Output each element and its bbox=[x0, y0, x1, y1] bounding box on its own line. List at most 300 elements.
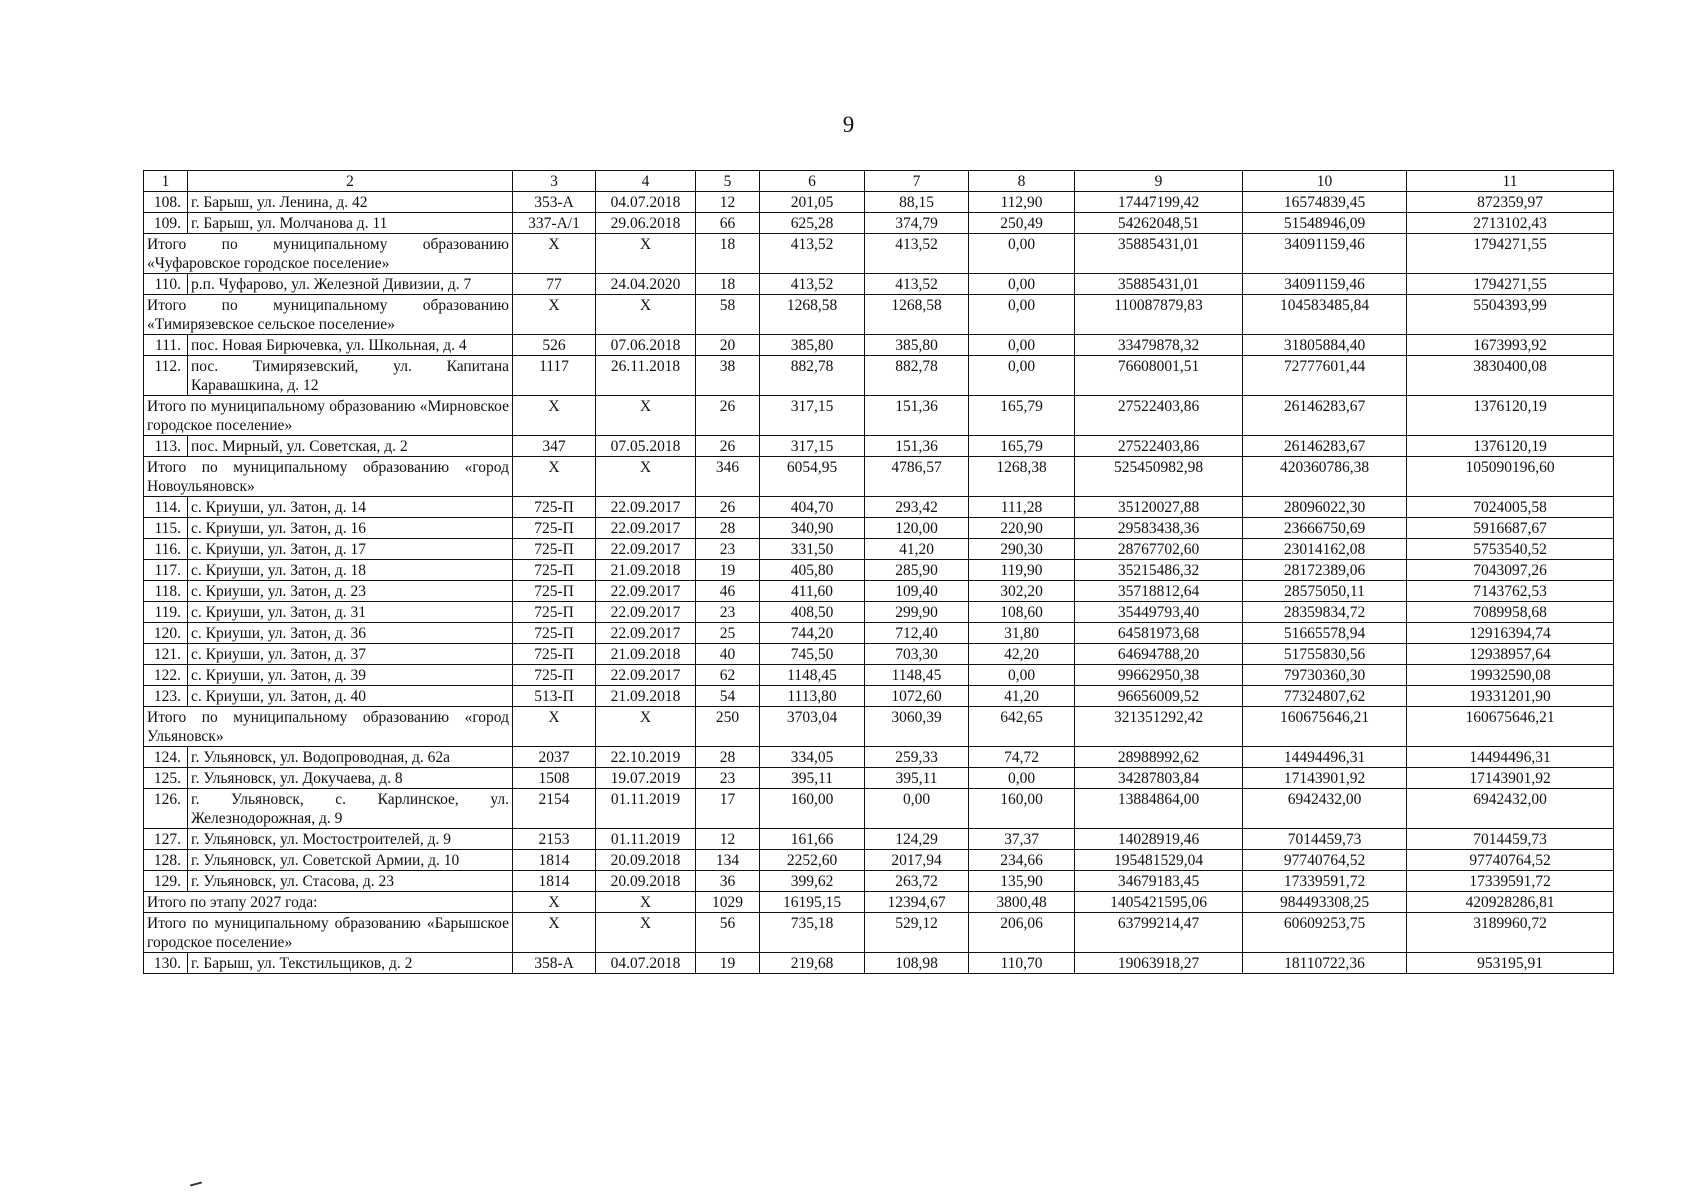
cell-col-7: 120,00 bbox=[865, 518, 969, 539]
row-address: г. Ульяновск, ул. Докучаева, д. 8 bbox=[188, 768, 513, 789]
cell-col-9: 34679183,45 bbox=[1075, 871, 1243, 892]
table-row bbox=[144, 644, 1614, 665]
page-number: 9 bbox=[842, 112, 855, 137]
cell-col-7: 413,52 bbox=[865, 234, 969, 274]
cell-col-7: 88,15 bbox=[865, 192, 969, 213]
table-row bbox=[144, 768, 1614, 789]
cell-col-9: 17447199,42 bbox=[1075, 192, 1243, 213]
row-number: 112. bbox=[144, 356, 188, 396]
cell-col-3: 353-А bbox=[513, 192, 596, 213]
cell-col-9: 35215486,32 bbox=[1075, 560, 1243, 581]
cell-col-10: 23014162,08 bbox=[1243, 539, 1407, 560]
row-address: г. Ульяновск, ул. Водопроводная, д. 62а bbox=[188, 747, 513, 768]
cell-col-10: 104583485,84 bbox=[1243, 295, 1407, 335]
column-header: 6 bbox=[760, 171, 865, 192]
cell-col-3: 526 bbox=[513, 335, 596, 356]
cell-col-9: 35449793,40 bbox=[1075, 602, 1243, 623]
cell-col-10: 28359834,72 bbox=[1243, 602, 1407, 623]
cell-col-5: 54 bbox=[696, 686, 760, 707]
cell-col-3: 2037 bbox=[513, 747, 596, 768]
cell-col-8: 41,20 bbox=[969, 686, 1075, 707]
header-row bbox=[144, 171, 1614, 192]
cell-col-4: 29.06.2018 bbox=[596, 213, 696, 234]
cell-col-4: Х bbox=[596, 396, 696, 436]
cell-col-11: 2713102,43 bbox=[1407, 213, 1614, 234]
cell-col-3: 725-П bbox=[513, 623, 596, 644]
cell-col-10: 420360786,38 bbox=[1243, 457, 1407, 497]
cell-col-3: 2153 bbox=[513, 829, 596, 850]
row-address: с. Криуши, ул. Затон, д. 37 bbox=[188, 644, 513, 665]
cell-col-4: 01.11.2019 bbox=[596, 829, 696, 850]
cell-col-9: 35885431,01 bbox=[1075, 234, 1243, 274]
cell-col-5: 56 bbox=[696, 913, 760, 953]
cell-col-4: 26.11.2018 bbox=[596, 356, 696, 396]
cell-col-4: 19.07.2019 bbox=[596, 768, 696, 789]
row-number: 113. bbox=[144, 436, 188, 457]
cell-col-9: 13884864,00 bbox=[1075, 789, 1243, 829]
cell-col-9: 321351292,42 bbox=[1075, 707, 1243, 747]
column-header: 1 bbox=[144, 171, 188, 192]
cell-col-6: 334,05 bbox=[760, 747, 865, 768]
cell-col-11: 1794271,55 bbox=[1407, 274, 1614, 295]
cell-col-9: 1405421595,06 bbox=[1075, 892, 1243, 913]
cell-col-8: 290,30 bbox=[969, 539, 1075, 560]
cell-col-7: 374,79 bbox=[865, 213, 969, 234]
cell-col-7: 263,72 bbox=[865, 871, 969, 892]
cell-col-5: 23 bbox=[696, 602, 760, 623]
cell-col-4: 22.09.2017 bbox=[596, 602, 696, 623]
cell-col-11: 1376120,19 bbox=[1407, 436, 1614, 457]
cell-col-9: 525450982,98 bbox=[1075, 457, 1243, 497]
row-number: 118. bbox=[144, 581, 188, 602]
row-address: пос. Тимирязевский, ул. Капитана Каравашкина, д. 12 bbox=[188, 356, 513, 396]
table-row bbox=[144, 274, 1614, 295]
subtotal-label: Итого по муниципальному образованию «город Ульяновск» bbox=[144, 707, 513, 747]
cell-col-6: 1268,58 bbox=[760, 295, 865, 335]
cell-col-5: 58 bbox=[696, 295, 760, 335]
cell-col-4: Х bbox=[596, 234, 696, 274]
cell-col-3: 77 bbox=[513, 274, 596, 295]
cell-col-5: 19 bbox=[696, 560, 760, 581]
row-address: с. Криуши, ул. Затон, д. 40 bbox=[188, 686, 513, 707]
cell-col-8: 112,90 bbox=[969, 192, 1075, 213]
cell-col-8: 302,20 bbox=[969, 581, 1075, 602]
cell-col-6: 405,80 bbox=[760, 560, 865, 581]
row-address: пос. Мирный, ул. Советская, д. 2 bbox=[188, 436, 513, 457]
cell-col-11: 7043097,26 bbox=[1407, 560, 1614, 581]
cell-col-8: 642,65 bbox=[969, 707, 1075, 747]
cell-col-7: 395,11 bbox=[865, 768, 969, 789]
cell-col-4: 21.09.2018 bbox=[596, 686, 696, 707]
table-row bbox=[144, 518, 1614, 539]
row-address: с. Криуши, ул. Затон, д. 14 bbox=[188, 497, 513, 518]
cell-col-8: 0,00 bbox=[969, 335, 1075, 356]
cell-col-9: 19063918,27 bbox=[1075, 953, 1243, 974]
row-address: с. Криуши, ул. Затон, д. 17 bbox=[188, 539, 513, 560]
cell-col-10: 60609253,75 bbox=[1243, 913, 1407, 953]
row-number: 128. bbox=[144, 850, 188, 871]
cell-col-6: 219,68 bbox=[760, 953, 865, 974]
cell-col-11: 17339591,72 bbox=[1407, 871, 1614, 892]
cell-col-11: 12916394,74 bbox=[1407, 623, 1614, 644]
cell-col-6: 16195,15 bbox=[760, 892, 865, 913]
cell-col-7: 385,80 bbox=[865, 335, 969, 356]
cell-col-3: Х bbox=[513, 234, 596, 274]
row-number: 123. bbox=[144, 686, 188, 707]
cell-col-3: Х bbox=[513, 707, 596, 747]
cell-col-3: 725-П bbox=[513, 665, 596, 686]
cell-col-4: 07.06.2018 bbox=[596, 335, 696, 356]
cell-col-8: 74,72 bbox=[969, 747, 1075, 768]
subtotal-label: Итого по муниципальному образованию «Барышское городское поселение» bbox=[144, 913, 513, 953]
cell-col-4: 22.09.2017 bbox=[596, 665, 696, 686]
cell-col-8: 0,00 bbox=[969, 768, 1075, 789]
table-row bbox=[144, 953, 1614, 974]
cell-col-5: 250 bbox=[696, 707, 760, 747]
cell-col-6: 340,90 bbox=[760, 518, 865, 539]
cell-col-7: 259,33 bbox=[865, 747, 969, 768]
cell-col-6: 331,50 bbox=[760, 539, 865, 560]
cell-col-4: 22.09.2017 bbox=[596, 518, 696, 539]
cell-col-8: 206,06 bbox=[969, 913, 1075, 953]
cell-col-4: Х bbox=[596, 457, 696, 497]
table-row bbox=[144, 213, 1614, 234]
cell-col-3: 1814 bbox=[513, 871, 596, 892]
cell-col-6: 399,62 bbox=[760, 871, 865, 892]
cell-col-3: 725-П bbox=[513, 602, 596, 623]
cell-col-6: 408,50 bbox=[760, 602, 865, 623]
cell-col-3: Х bbox=[513, 457, 596, 497]
cell-col-10: 6942432,00 bbox=[1243, 789, 1407, 829]
column-header: 10 bbox=[1243, 171, 1407, 192]
cell-col-9: 110087879,83 bbox=[1075, 295, 1243, 335]
cell-col-11: 19331201,90 bbox=[1407, 686, 1614, 707]
row-number: 119. bbox=[144, 602, 188, 623]
row-number: 129. bbox=[144, 871, 188, 892]
cell-col-4: 22.10.2019 bbox=[596, 747, 696, 768]
cell-col-3: 725-П bbox=[513, 560, 596, 581]
cell-col-5: 12 bbox=[696, 192, 760, 213]
cell-col-8: 165,79 bbox=[969, 396, 1075, 436]
cell-col-8: 111,28 bbox=[969, 497, 1075, 518]
cell-col-8: 160,00 bbox=[969, 789, 1075, 829]
cell-col-10: 16574839,45 bbox=[1243, 192, 1407, 213]
cell-col-10: 31805884,40 bbox=[1243, 335, 1407, 356]
cell-col-11: 17143901,92 bbox=[1407, 768, 1614, 789]
cell-col-9: 28988992,62 bbox=[1075, 747, 1243, 768]
cell-col-6: 1148,45 bbox=[760, 665, 865, 686]
table-row bbox=[144, 560, 1614, 581]
cell-col-5: 26 bbox=[696, 497, 760, 518]
table-row bbox=[144, 871, 1614, 892]
cell-col-11: 5916687,67 bbox=[1407, 518, 1614, 539]
row-number: 122. bbox=[144, 665, 188, 686]
cell-col-6: 161,66 bbox=[760, 829, 865, 850]
row-number: 116. bbox=[144, 539, 188, 560]
cell-col-4: 22.09.2017 bbox=[596, 623, 696, 644]
cell-col-9: 35120027,88 bbox=[1075, 497, 1243, 518]
cell-col-10: 34091159,46 bbox=[1243, 274, 1407, 295]
cell-col-7: 12394,67 bbox=[865, 892, 969, 913]
cell-col-7: 0,00 bbox=[865, 789, 969, 829]
cell-col-4: 22.09.2017 bbox=[596, 539, 696, 560]
cell-col-10: 26146283,67 bbox=[1243, 436, 1407, 457]
cell-col-8: 119,90 bbox=[969, 560, 1075, 581]
cell-col-3: 347 bbox=[513, 436, 596, 457]
cell-col-9: 14028919,46 bbox=[1075, 829, 1243, 850]
row-number: 114. bbox=[144, 497, 188, 518]
cell-col-6: 160,00 bbox=[760, 789, 865, 829]
cell-col-11: 1376120,19 bbox=[1407, 396, 1614, 436]
cell-col-8: 0,00 bbox=[969, 234, 1075, 274]
cell-col-11: 5504393,99 bbox=[1407, 295, 1614, 335]
cell-col-3: 337-А/1 bbox=[513, 213, 596, 234]
row-address: с. Криуши, ул. Затон, д. 39 bbox=[188, 665, 513, 686]
row-number: 109. bbox=[144, 213, 188, 234]
cell-col-11: 5753540,52 bbox=[1407, 539, 1614, 560]
subtotal-label: Итого по этапу 2027 года: bbox=[144, 892, 513, 913]
row-number: 126. bbox=[144, 789, 188, 829]
cell-col-3: 725-П bbox=[513, 581, 596, 602]
row-address: р.п. Чуфарово, ул. Железной Дивизии, д. 7 bbox=[188, 274, 513, 295]
row-number: 108. bbox=[144, 192, 188, 213]
cell-col-4: 04.07.2018 bbox=[596, 192, 696, 213]
cell-col-10: 7014459,73 bbox=[1243, 829, 1407, 850]
cell-col-8: 0,00 bbox=[969, 665, 1075, 686]
cell-col-6: 6054,95 bbox=[760, 457, 865, 497]
row-number: 111. bbox=[144, 335, 188, 356]
cell-col-8: 42,20 bbox=[969, 644, 1075, 665]
cell-col-4: 22.09.2017 bbox=[596, 497, 696, 518]
cell-col-3: 358-А bbox=[513, 953, 596, 974]
cell-col-4: 21.09.2018 bbox=[596, 644, 696, 665]
cell-col-8: 165,79 bbox=[969, 436, 1075, 457]
row-address: г. Ульяновск, ул. Советской Армии, д. 10 bbox=[188, 850, 513, 871]
subtotal-row bbox=[144, 892, 1614, 913]
subtotal-row bbox=[144, 295, 1614, 335]
cell-col-9: 35885431,01 bbox=[1075, 274, 1243, 295]
table-row bbox=[144, 829, 1614, 850]
table-row bbox=[144, 850, 1614, 871]
row-address: г. Ульяновск, ул. Мостостроителей, д. 9 bbox=[188, 829, 513, 850]
cell-col-7: 285,90 bbox=[865, 560, 969, 581]
subtotal-label: Итого по муниципальному образованию «город Новоульяновск» bbox=[144, 457, 513, 497]
cell-col-7: 108,98 bbox=[865, 953, 969, 974]
pen-mark bbox=[190, 1181, 202, 1186]
table-row bbox=[144, 356, 1614, 396]
row-address: с. Криуши, ул. Затон, д. 23 bbox=[188, 581, 513, 602]
cell-col-4: 01.11.2019 bbox=[596, 789, 696, 829]
cell-col-7: 529,12 bbox=[865, 913, 969, 953]
column-header: 7 bbox=[865, 171, 969, 192]
row-address: г. Барыш, ул. Молчанова д. 11 bbox=[188, 213, 513, 234]
cell-col-11: 7143762,53 bbox=[1407, 581, 1614, 602]
cell-col-9: 195481529,04 bbox=[1075, 850, 1243, 871]
cell-col-5: 346 bbox=[696, 457, 760, 497]
cell-col-7: 151,36 bbox=[865, 436, 969, 457]
cell-col-5: 18 bbox=[696, 274, 760, 295]
cell-col-10: 51755830,56 bbox=[1243, 644, 1407, 665]
table-row bbox=[144, 602, 1614, 623]
cell-col-10: 97740764,52 bbox=[1243, 850, 1407, 871]
row-address: с. Криуши, ул. Затон, д. 31 bbox=[188, 602, 513, 623]
cell-col-6: 201,05 bbox=[760, 192, 865, 213]
cell-col-10: 77324807,62 bbox=[1243, 686, 1407, 707]
cell-col-5: 62 bbox=[696, 665, 760, 686]
cell-col-5: 36 bbox=[696, 871, 760, 892]
cell-col-11: 1673993,92 bbox=[1407, 335, 1614, 356]
row-address: пос. Новая Бирючевка, ул. Школьная, д. 4 bbox=[188, 335, 513, 356]
cell-col-7: 882,78 bbox=[865, 356, 969, 396]
cell-col-7: 109,40 bbox=[865, 581, 969, 602]
cell-col-4: Х bbox=[596, 707, 696, 747]
cell-col-6: 735,18 bbox=[760, 913, 865, 953]
cell-col-4: Х bbox=[596, 892, 696, 913]
cell-col-4: 20.09.2018 bbox=[596, 871, 696, 892]
cell-col-5: 12 bbox=[696, 829, 760, 850]
column-header: 3 bbox=[513, 171, 596, 192]
cell-col-11: 19932590,08 bbox=[1407, 665, 1614, 686]
cell-col-5: 20 bbox=[696, 335, 760, 356]
table-row bbox=[144, 497, 1614, 518]
subtotal-row bbox=[144, 457, 1614, 497]
cell-col-8: 37,37 bbox=[969, 829, 1075, 850]
cell-col-11: 872359,97 bbox=[1407, 192, 1614, 213]
column-header: 9 bbox=[1075, 171, 1243, 192]
cell-col-8: 31,80 bbox=[969, 623, 1075, 644]
cell-col-7: 4786,57 bbox=[865, 457, 969, 497]
row-address: с. Криуши, ул. Затон, д. 16 bbox=[188, 518, 513, 539]
row-address: г. Барыш, ул. Ленина, д. 42 bbox=[188, 192, 513, 213]
cell-col-4: 21.09.2018 bbox=[596, 560, 696, 581]
cell-col-6: 413,52 bbox=[760, 234, 865, 274]
cell-col-6: 404,70 bbox=[760, 497, 865, 518]
cell-col-3: 725-П bbox=[513, 644, 596, 665]
table-body bbox=[144, 171, 1614, 974]
cell-col-5: 134 bbox=[696, 850, 760, 871]
cell-col-9: 27522403,86 bbox=[1075, 396, 1243, 436]
cell-col-4: 07.05.2018 bbox=[596, 436, 696, 457]
cell-col-9: 64581973,68 bbox=[1075, 623, 1243, 644]
cell-col-8: 0,00 bbox=[969, 356, 1075, 396]
subtotal-label: Итого по муниципальному образованию «Мирновское городское поселение» bbox=[144, 396, 513, 436]
cell-col-6: 395,11 bbox=[760, 768, 865, 789]
cell-col-3: 513-П bbox=[513, 686, 596, 707]
cell-col-10: 79730360,30 bbox=[1243, 665, 1407, 686]
cell-col-3: Х bbox=[513, 396, 596, 436]
cell-col-3: 1814 bbox=[513, 850, 596, 871]
row-address: с. Криуши, ул. Затон, д. 36 bbox=[188, 623, 513, 644]
cell-col-6: 1113,80 bbox=[760, 686, 865, 707]
column-header: 8 bbox=[969, 171, 1075, 192]
table-row bbox=[144, 747, 1614, 768]
cell-col-5: 23 bbox=[696, 539, 760, 560]
cell-col-8: 108,60 bbox=[969, 602, 1075, 623]
row-number: 110. bbox=[144, 274, 188, 295]
cell-col-11: 7089958,68 bbox=[1407, 602, 1614, 623]
cell-col-6: 3703,04 bbox=[760, 707, 865, 747]
cell-col-10: 28575050,11 bbox=[1243, 581, 1407, 602]
cell-col-3: 725-П bbox=[513, 539, 596, 560]
cell-col-10: 28172389,06 bbox=[1243, 560, 1407, 581]
cell-col-8: 234,66 bbox=[969, 850, 1075, 871]
row-address: г. Барыш, ул. Текстильщиков, д. 2 bbox=[188, 953, 513, 974]
table-row bbox=[144, 436, 1614, 457]
table-row bbox=[144, 539, 1614, 560]
cell-col-11: 7014459,73 bbox=[1407, 829, 1614, 850]
cell-col-5: 28 bbox=[696, 747, 760, 768]
cell-col-5: 17 bbox=[696, 789, 760, 829]
cell-col-6: 411,60 bbox=[760, 581, 865, 602]
table-row bbox=[144, 686, 1614, 707]
cell-col-10: 14494496,31 bbox=[1243, 747, 1407, 768]
cell-col-11: 105090196,60 bbox=[1407, 457, 1614, 497]
cell-col-5: 18 bbox=[696, 234, 760, 274]
cell-col-10: 28096022,30 bbox=[1243, 497, 1407, 518]
cell-col-9: 33479878,32 bbox=[1075, 335, 1243, 356]
cell-col-6: 317,15 bbox=[760, 396, 865, 436]
cell-col-10: 72777601,44 bbox=[1243, 356, 1407, 396]
cell-col-3: Х bbox=[513, 892, 596, 913]
cell-col-4: 22.09.2017 bbox=[596, 581, 696, 602]
cell-col-10: 34091159,46 bbox=[1243, 234, 1407, 274]
cell-col-6: 385,80 bbox=[760, 335, 865, 356]
table-row bbox=[144, 623, 1614, 644]
row-number: 120. bbox=[144, 623, 188, 644]
cell-col-8: 0,00 bbox=[969, 295, 1075, 335]
cell-col-11: 12938957,64 bbox=[1407, 644, 1614, 665]
cell-col-7: 151,36 bbox=[865, 396, 969, 436]
column-header: 11 bbox=[1407, 171, 1614, 192]
cell-col-11: 160675646,21 bbox=[1407, 707, 1614, 747]
row-number: 115. bbox=[144, 518, 188, 539]
subtotal-row bbox=[144, 234, 1614, 274]
cell-col-3: 725-П bbox=[513, 497, 596, 518]
cell-col-7: 2017,94 bbox=[865, 850, 969, 871]
cell-col-9: 76608001,51 bbox=[1075, 356, 1243, 396]
cell-col-11: 953195,91 bbox=[1407, 953, 1614, 974]
cell-col-5: 28 bbox=[696, 518, 760, 539]
cell-col-3: Х bbox=[513, 295, 596, 335]
cell-col-10: 160675646,21 bbox=[1243, 707, 1407, 747]
column-header: 5 bbox=[696, 171, 760, 192]
row-number: 130. bbox=[144, 953, 188, 974]
row-number: 127. bbox=[144, 829, 188, 850]
cell-col-5: 23 bbox=[696, 768, 760, 789]
cell-col-9: 64694788,20 bbox=[1075, 644, 1243, 665]
cell-col-10: 51548946,09 bbox=[1243, 213, 1407, 234]
cell-col-11: 14494496,31 bbox=[1407, 747, 1614, 768]
cell-col-3: 1508 bbox=[513, 768, 596, 789]
row-number: 124. bbox=[144, 747, 188, 768]
subtotal-row bbox=[144, 396, 1614, 436]
cell-col-9: 28767702,60 bbox=[1075, 539, 1243, 560]
table-row bbox=[144, 665, 1614, 686]
column-header: 4 bbox=[596, 171, 696, 192]
table-row bbox=[144, 581, 1614, 602]
cell-col-7: 3060,39 bbox=[865, 707, 969, 747]
table-row bbox=[144, 335, 1614, 356]
cell-col-10: 984493308,25 bbox=[1243, 892, 1407, 913]
cell-col-4: 24.04.2020 bbox=[596, 274, 696, 295]
row-address: г. Ульяновск, с. Карлинское, ул. Железнодорожная, д. 9 bbox=[188, 789, 513, 829]
column-header: 2 bbox=[188, 171, 513, 192]
cell-col-10: 26146283,67 bbox=[1243, 396, 1407, 436]
cell-col-6: 413,52 bbox=[760, 274, 865, 295]
cell-col-6: 2252,60 bbox=[760, 850, 865, 871]
cell-col-9: 34287803,84 bbox=[1075, 768, 1243, 789]
cell-col-4: Х bbox=[596, 913, 696, 953]
